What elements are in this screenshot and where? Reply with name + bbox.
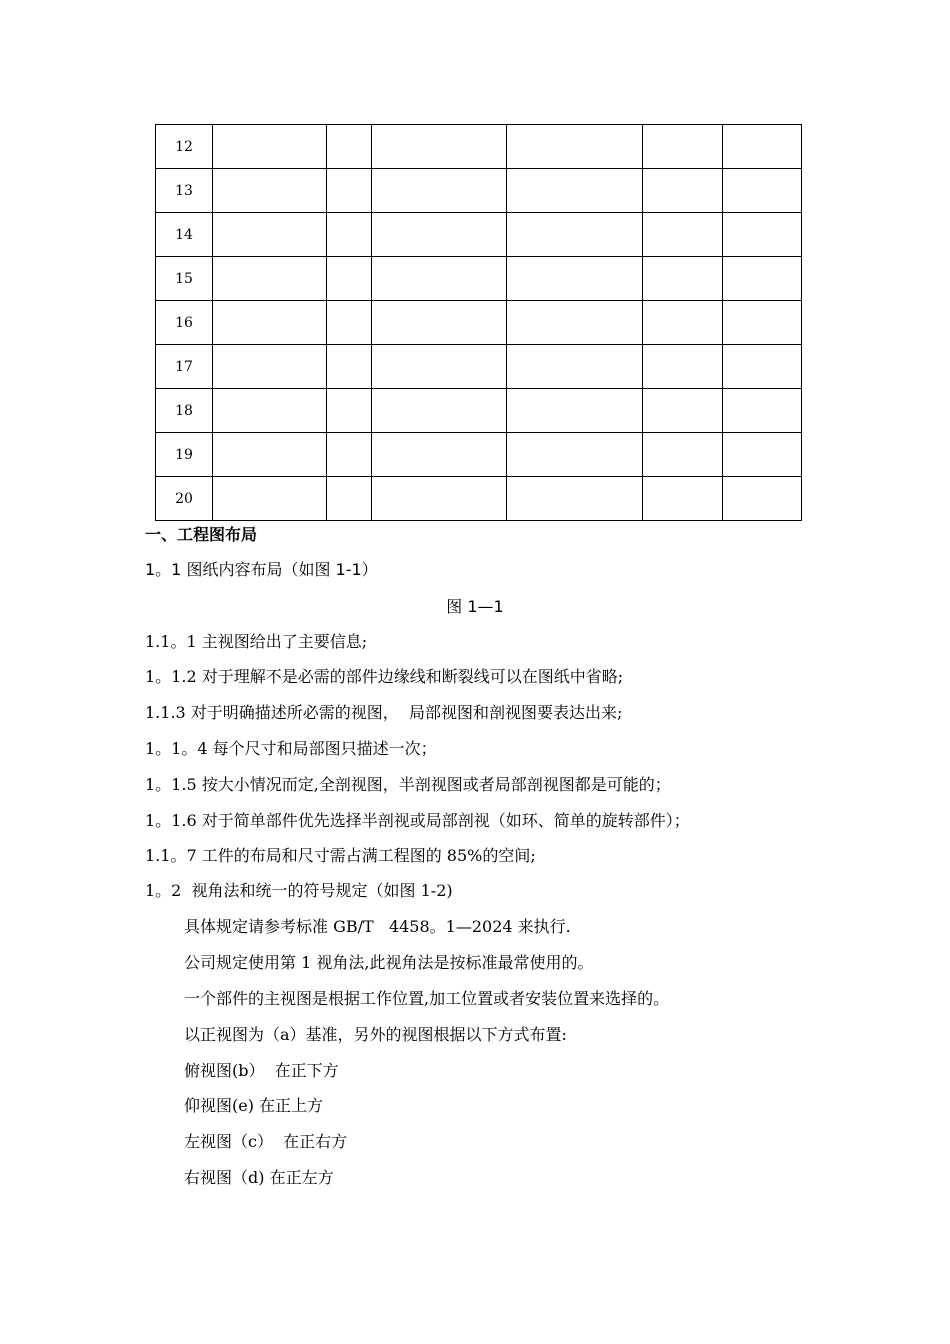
table-cell bbox=[723, 345, 802, 389]
table-row bbox=[156, 213, 802, 257]
table-cell bbox=[507, 125, 643, 169]
table-cell bbox=[643, 345, 723, 389]
table-cell bbox=[213, 213, 327, 257]
table-cell bbox=[213, 125, 327, 169]
table-cell bbox=[723, 477, 802, 521]
table-cell bbox=[507, 477, 643, 521]
table-cell bbox=[327, 213, 372, 257]
row-number-cell: 15 bbox=[156, 257, 213, 301]
table-cell bbox=[213, 433, 327, 477]
table-cell bbox=[372, 477, 507, 521]
table-cell bbox=[643, 125, 723, 169]
table-cell bbox=[327, 389, 372, 433]
paragraph: 俯视图(b） 在正下方 bbox=[184, 1061, 339, 1080]
table-row bbox=[156, 257, 802, 301]
table-cell bbox=[507, 389, 643, 433]
table-cell bbox=[327, 433, 372, 477]
row-number-cell: 13 bbox=[156, 169, 213, 213]
paragraph: 一个部件的主视图是根据工作位置,加工位置或者安装位置来选择的。 bbox=[184, 989, 670, 1008]
list-item: 1.1。1 主视图给出了主要信息; bbox=[145, 632, 368, 651]
table-cell bbox=[723, 389, 802, 433]
table-cell bbox=[507, 169, 643, 213]
table-row bbox=[156, 169, 802, 213]
row-number-cell: 12 bbox=[156, 125, 213, 169]
table-cell bbox=[327, 169, 372, 213]
paragraph: 公司规定使用第 1 视角法,此视角法是按标准最常使用的。 bbox=[184, 953, 594, 972]
list-item: 1。2 视角法和统一的符号规定（如图 1-2) bbox=[145, 881, 453, 900]
table-cell bbox=[372, 257, 507, 301]
paragraph: 仰视图(e) 在正上方 bbox=[184, 1096, 324, 1115]
paragraph: 左视图（c） 在正右方 bbox=[184, 1132, 348, 1151]
table-cell bbox=[372, 301, 507, 345]
table-cell bbox=[372, 169, 507, 213]
table-cell bbox=[643, 169, 723, 213]
list-item: 1。1.6 对于简单部件优先选择半剖视或局部剖视（如环、简单的旋转部件）； bbox=[145, 811, 690, 830]
table-cell bbox=[643, 213, 723, 257]
paragraph: 具体规定请参考标准 GB/T 4458。1—2024 来执行. bbox=[184, 917, 571, 936]
table-row bbox=[156, 477, 802, 521]
table-cell bbox=[643, 389, 723, 433]
table-row bbox=[156, 301, 802, 345]
table-cell bbox=[213, 477, 327, 521]
row-number-cell: 20 bbox=[156, 477, 213, 521]
table-cell bbox=[723, 301, 802, 345]
figure-caption: 图 1—1 bbox=[446, 597, 504, 616]
table-row bbox=[156, 125, 802, 169]
table-cell bbox=[327, 477, 372, 521]
table-cell bbox=[327, 125, 372, 169]
table-row bbox=[156, 345, 802, 389]
row-number-cell: 16 bbox=[156, 301, 213, 345]
section-subheading: 1。1 图纸内容布局（如图 1-1） bbox=[145, 560, 378, 579]
row-number-cell: 14 bbox=[156, 213, 213, 257]
table-row bbox=[156, 433, 802, 477]
paragraph: 以正视图为（a）基准，另外的视图根据以下方式布置: bbox=[184, 1025, 567, 1044]
table-cell bbox=[213, 257, 327, 301]
table-cell bbox=[327, 345, 372, 389]
list-item: 1。1.5 按大小情况而定,全剖视图，半剖视图或者局部剖视图都是可能的； bbox=[145, 775, 671, 794]
table-cell bbox=[327, 257, 372, 301]
table-cell bbox=[643, 301, 723, 345]
table-cell bbox=[372, 433, 507, 477]
table-cell bbox=[643, 433, 723, 477]
table-row bbox=[156, 389, 802, 433]
row-number-cell: 17 bbox=[156, 345, 213, 389]
table-cell bbox=[643, 257, 723, 301]
table-cell bbox=[643, 477, 723, 521]
table-cell bbox=[372, 213, 507, 257]
table-cell bbox=[723, 125, 802, 169]
table-cell bbox=[723, 213, 802, 257]
list-item: 1。1。4 每个尺寸和局部图只描述一次； bbox=[145, 739, 437, 758]
table-cell bbox=[723, 433, 802, 477]
row-number-cell: 18 bbox=[156, 389, 213, 433]
table-cell bbox=[213, 169, 327, 213]
list-item: 1。1.2 对于理解不是必需的部件边缘线和断裂线可以在图纸中省略; bbox=[145, 667, 624, 686]
table-cell bbox=[327, 301, 372, 345]
row-number-cell: 19 bbox=[156, 433, 213, 477]
section-heading: 一、工程图布局 bbox=[145, 525, 258, 544]
table-cell bbox=[723, 257, 802, 301]
table-cell bbox=[213, 301, 327, 345]
table-cell bbox=[507, 433, 643, 477]
table-cell bbox=[507, 345, 643, 389]
table-cell bbox=[723, 169, 802, 213]
table-cell bbox=[507, 301, 643, 345]
table-cell bbox=[507, 213, 643, 257]
table-cell bbox=[213, 345, 327, 389]
blank-record-table bbox=[155, 124, 802, 521]
table-cell bbox=[507, 257, 643, 301]
list-item: 1.1.3 对于明确描述所必需的视图， 局部视图和剖视图要表达出来; bbox=[145, 703, 623, 722]
table-cell bbox=[213, 389, 327, 433]
paragraph: 右视图（d) 在正左方 bbox=[184, 1168, 334, 1187]
list-item: 1.1。7 工件的布局和尺寸需占满工程图的 85%的空间; bbox=[145, 846, 536, 865]
table-cell bbox=[372, 125, 507, 169]
table-cell bbox=[372, 345, 507, 389]
table-cell bbox=[372, 389, 507, 433]
